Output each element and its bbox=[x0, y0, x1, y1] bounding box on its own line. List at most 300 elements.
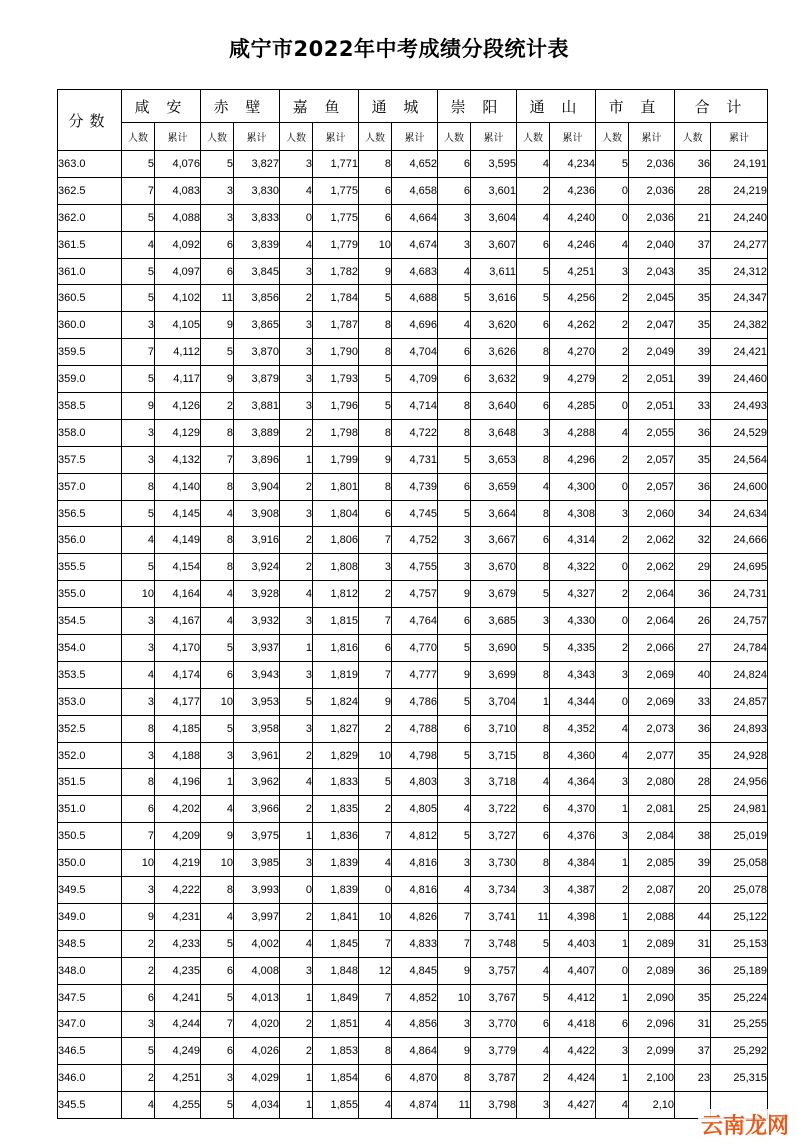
cumulative-cell: 3,734 bbox=[471, 877, 517, 904]
count-cell: 3 bbox=[596, 769, 629, 796]
count-cell: 34 bbox=[675, 500, 711, 527]
count-cell: 5 bbox=[122, 151, 155, 178]
cumulative-cell: 2,090 bbox=[629, 984, 675, 1011]
cumulative-cell: 3,648 bbox=[471, 419, 517, 446]
cumulative-cell: 4,249 bbox=[155, 1038, 201, 1065]
cumulative-cell: 24,529 bbox=[711, 419, 768, 446]
cumulative-subheader: 累计 bbox=[155, 123, 201, 151]
cumulative-cell: 2,045 bbox=[629, 285, 675, 312]
cumulative-cell: 4,696 bbox=[392, 312, 438, 339]
count-cell: 9 bbox=[201, 312, 234, 339]
region-header: 市 直 bbox=[596, 90, 675, 123]
cumulative-cell: 4,816 bbox=[392, 850, 438, 877]
count-cell: 7 bbox=[201, 446, 234, 473]
cumulative-cell: 2,088 bbox=[629, 903, 675, 930]
count-cell: 0 bbox=[596, 393, 629, 420]
count-cell: 6 bbox=[438, 366, 471, 393]
score-cell: 361.5 bbox=[58, 231, 122, 258]
count-cell: 3 bbox=[359, 554, 392, 581]
table-row bbox=[58, 608, 768, 635]
cumulative-cell: 4,314 bbox=[550, 527, 596, 554]
count-cell: 27 bbox=[675, 635, 711, 662]
count-cell: 7 bbox=[359, 984, 392, 1011]
count-cell: 3 bbox=[438, 527, 471, 554]
count-cell: 3 bbox=[280, 661, 313, 688]
count-cell: 9 bbox=[438, 581, 471, 608]
cumulative-cell: 3,653 bbox=[471, 446, 517, 473]
score-cell: 351.5 bbox=[58, 769, 122, 796]
count-cell: 2 bbox=[280, 473, 313, 500]
table-row bbox=[58, 1011, 768, 1038]
count-cell: 38 bbox=[675, 823, 711, 850]
count-cell: 5 bbox=[122, 500, 155, 527]
count-cell: 8 bbox=[517, 850, 550, 877]
cumulative-cell: 4,674 bbox=[392, 231, 438, 258]
cumulative-cell: 2,060 bbox=[629, 500, 675, 527]
score-cell: 358.0 bbox=[58, 419, 122, 446]
count-cell: 3 bbox=[438, 769, 471, 796]
count-cell: 2 bbox=[122, 957, 155, 984]
table-row bbox=[58, 446, 768, 473]
count-cell: 9 bbox=[359, 446, 392, 473]
cumulative-cell: 4,270 bbox=[550, 339, 596, 366]
table-row bbox=[58, 1092, 768, 1119]
count-cell: 2 bbox=[280, 796, 313, 823]
count-cell: 7 bbox=[122, 177, 155, 204]
count-cell: 3 bbox=[596, 661, 629, 688]
count-cell: 36 bbox=[675, 151, 711, 178]
count-cell: 5 bbox=[438, 285, 471, 312]
score-cell: 354.5 bbox=[58, 608, 122, 635]
count-cell: 4 bbox=[201, 903, 234, 930]
cumulative-cell: 24,600 bbox=[711, 473, 768, 500]
cumulative-cell: 2,057 bbox=[629, 446, 675, 473]
count-cell: 6 bbox=[122, 984, 155, 1011]
cumulative-cell: 4,202 bbox=[155, 796, 201, 823]
cumulative-cell: 4,845 bbox=[392, 957, 438, 984]
subheader-row bbox=[58, 123, 768, 151]
cumulative-cell: 3,924 bbox=[234, 554, 280, 581]
cumulative-cell: 4,709 bbox=[392, 366, 438, 393]
cumulative-cell: 4,026 bbox=[234, 1038, 280, 1065]
cumulative-cell: 24,981 bbox=[711, 796, 768, 823]
cumulative-cell: 4,683 bbox=[392, 258, 438, 285]
count-cell: 5 bbox=[122, 285, 155, 312]
count-cell: 5 bbox=[201, 1092, 234, 1119]
count-cell: 3 bbox=[280, 957, 313, 984]
count-cell: 9 bbox=[438, 1038, 471, 1065]
count-cell: 3 bbox=[517, 608, 550, 635]
cumulative-cell: 1,855 bbox=[313, 1092, 359, 1119]
table-row bbox=[58, 742, 768, 769]
count-cell: 4 bbox=[359, 1092, 392, 1119]
cumulative-cell: 4,222 bbox=[155, 877, 201, 904]
score-cell: 355.0 bbox=[58, 581, 122, 608]
table-row bbox=[58, 258, 768, 285]
score-cell: 357.5 bbox=[58, 446, 122, 473]
cumulative-cell: 3,827 bbox=[234, 151, 280, 178]
table-row bbox=[58, 419, 768, 446]
cumulative-cell: 4,322 bbox=[550, 554, 596, 581]
cumulative-cell: 4,177 bbox=[155, 688, 201, 715]
cumulative-cell: 4,240 bbox=[550, 204, 596, 231]
cumulative-cell: 1,819 bbox=[313, 661, 359, 688]
cumulative-cell: 2,087 bbox=[629, 877, 675, 904]
count-cell: 10 bbox=[438, 984, 471, 1011]
count-cell: 6 bbox=[517, 1011, 550, 1038]
cumulative-cell: 4,105 bbox=[155, 312, 201, 339]
count-cell: 6 bbox=[517, 393, 550, 420]
count-cell: 8 bbox=[438, 419, 471, 446]
region-header: 通 城 bbox=[359, 90, 438, 123]
cumulative-cell: 4,664 bbox=[392, 204, 438, 231]
count-cell: 2 bbox=[596, 312, 629, 339]
count-cell: 6 bbox=[596, 1011, 629, 1038]
cumulative-cell: 4,241 bbox=[155, 984, 201, 1011]
count-cell: 5 bbox=[122, 204, 155, 231]
score-cell: 348.0 bbox=[58, 957, 122, 984]
region-header: 嘉 鱼 bbox=[280, 90, 359, 123]
count-subheader: 人数 bbox=[122, 123, 155, 151]
count-cell: 6 bbox=[438, 715, 471, 742]
count-cell: 2 bbox=[280, 1011, 313, 1038]
score-cell: 352.0 bbox=[58, 742, 122, 769]
cumulative-cell: 4,262 bbox=[550, 312, 596, 339]
count-cell: 10 bbox=[122, 581, 155, 608]
count-cell: 4 bbox=[596, 419, 629, 446]
count-cell: 23 bbox=[675, 1065, 711, 1092]
cumulative-cell: 4,344 bbox=[550, 688, 596, 715]
count-cell: 8 bbox=[122, 473, 155, 500]
cumulative-cell: 3,870 bbox=[234, 339, 280, 366]
cumulative-cell: 4,251 bbox=[550, 258, 596, 285]
count-cell: 5 bbox=[438, 823, 471, 850]
count-cell: 3 bbox=[122, 1011, 155, 1038]
cumulative-cell: 3,928 bbox=[234, 581, 280, 608]
cumulative-cell: 3,601 bbox=[471, 177, 517, 204]
cumulative-cell: 3,722 bbox=[471, 796, 517, 823]
count-cell: 3 bbox=[280, 393, 313, 420]
count-cell: 33 bbox=[675, 393, 711, 420]
cumulative-cell: 3,611 bbox=[471, 258, 517, 285]
count-cell: 3 bbox=[201, 204, 234, 231]
count-cell: 8 bbox=[201, 877, 234, 904]
count-cell: 40 bbox=[675, 661, 711, 688]
cumulative-cell: 4,412 bbox=[550, 984, 596, 1011]
cumulative-cell: 3,993 bbox=[234, 877, 280, 904]
count-cell: 6 bbox=[201, 661, 234, 688]
cumulative-cell: 4,398 bbox=[550, 903, 596, 930]
count-cell: 4 bbox=[596, 1092, 629, 1119]
count-cell: 3 bbox=[280, 608, 313, 635]
cumulative-cell: 2,043 bbox=[629, 258, 675, 285]
cumulative-cell: 4,256 bbox=[550, 285, 596, 312]
cumulative-cell: 2,049 bbox=[629, 339, 675, 366]
count-cell: 8 bbox=[201, 473, 234, 500]
score-cell: 349.0 bbox=[58, 903, 122, 930]
count-cell: 7 bbox=[122, 339, 155, 366]
count-cell: 4 bbox=[280, 581, 313, 608]
count-cell: 5 bbox=[359, 285, 392, 312]
count-cell: 0 bbox=[596, 177, 629, 204]
cumulative-cell: 4,652 bbox=[392, 151, 438, 178]
cumulative-cell: 1,848 bbox=[313, 957, 359, 984]
cumulative-subheader: 累计 bbox=[550, 123, 596, 151]
cumulative-cell: 3,667 bbox=[471, 527, 517, 554]
count-cell: 11 bbox=[438, 1092, 471, 1119]
count-cell: 0 bbox=[596, 554, 629, 581]
cumulative-cell: 3,595 bbox=[471, 151, 517, 178]
count-cell: 1 bbox=[280, 635, 313, 662]
cumulative-cell: 1,787 bbox=[313, 312, 359, 339]
cumulative-cell: 2,055 bbox=[629, 419, 675, 446]
count-cell: 6 bbox=[517, 312, 550, 339]
count-subheader: 人数 bbox=[359, 123, 392, 151]
region-header: 崇 阳 bbox=[438, 90, 517, 123]
cumulative-cell: 25,255 bbox=[711, 1011, 768, 1038]
count-cell: 4 bbox=[201, 581, 234, 608]
cumulative-cell: 24,824 bbox=[711, 661, 768, 688]
cumulative-cell: 3,932 bbox=[234, 608, 280, 635]
table-body bbox=[58, 151, 768, 1119]
cumulative-cell: 4,739 bbox=[392, 473, 438, 500]
count-cell: 2 bbox=[596, 635, 629, 662]
count-cell: 10 bbox=[122, 850, 155, 877]
cumulative-cell: 4,092 bbox=[155, 231, 201, 258]
cumulative-cell: 3,787 bbox=[471, 1065, 517, 1092]
score-table bbox=[57, 89, 768, 1119]
cumulative-subheader: 累计 bbox=[313, 123, 359, 151]
cumulative-cell: 2,051 bbox=[629, 393, 675, 420]
count-cell: 1 bbox=[280, 1092, 313, 1119]
cumulative-cell: 4,856 bbox=[392, 1011, 438, 1038]
count-cell: 1 bbox=[596, 796, 629, 823]
cumulative-cell: 24,784 bbox=[711, 635, 768, 662]
count-cell: 10 bbox=[359, 903, 392, 930]
score-cell: 346.0 bbox=[58, 1065, 122, 1092]
count-cell: 3 bbox=[122, 742, 155, 769]
count-cell: 3 bbox=[280, 151, 313, 178]
cumulative-cell: 3,845 bbox=[234, 258, 280, 285]
count-cell: 5 bbox=[359, 393, 392, 420]
cumulative-cell: 1,796 bbox=[313, 393, 359, 420]
cumulative-cell: 1,801 bbox=[313, 473, 359, 500]
cumulative-cell: 4,764 bbox=[392, 608, 438, 635]
cumulative-cell: 3,659 bbox=[471, 473, 517, 500]
cumulative-cell: 4,154 bbox=[155, 554, 201, 581]
cumulative-cell: 4,422 bbox=[550, 1038, 596, 1065]
cumulative-cell: 4,185 bbox=[155, 715, 201, 742]
cumulative-cell: 4,219 bbox=[155, 850, 201, 877]
count-cell: 0 bbox=[280, 877, 313, 904]
cumulative-cell: 4,704 bbox=[392, 339, 438, 366]
count-cell: 36 bbox=[675, 581, 711, 608]
cumulative-cell: 4,244 bbox=[155, 1011, 201, 1038]
cumulative-cell: 3,607 bbox=[471, 231, 517, 258]
count-cell: 5 bbox=[438, 635, 471, 662]
table-row bbox=[58, 1038, 768, 1065]
table-row bbox=[58, 473, 768, 500]
count-cell: 6 bbox=[438, 177, 471, 204]
count-cell: 8 bbox=[517, 554, 550, 581]
count-cell: 5 bbox=[201, 151, 234, 178]
cumulative-cell: 4,209 bbox=[155, 823, 201, 850]
cumulative-cell: 1,784 bbox=[313, 285, 359, 312]
cumulative-cell: 4,097 bbox=[155, 258, 201, 285]
cumulative-cell: 2,085 bbox=[629, 850, 675, 877]
cumulative-cell: 24,757 bbox=[711, 608, 768, 635]
count-cell: 9 bbox=[122, 903, 155, 930]
cumulative-cell: 2,036 bbox=[629, 151, 675, 178]
count-cell: 7 bbox=[359, 527, 392, 554]
count-cell: 5 bbox=[438, 500, 471, 527]
count-cell: 3 bbox=[122, 877, 155, 904]
count-cell: 4 bbox=[517, 957, 550, 984]
table-row bbox=[58, 903, 768, 930]
count-cell: 5 bbox=[517, 635, 550, 662]
count-subheader: 人数 bbox=[280, 123, 313, 151]
score-cell: 353.5 bbox=[58, 661, 122, 688]
count-cell: 2 bbox=[280, 527, 313, 554]
count-cell: 6 bbox=[122, 796, 155, 823]
count-cell: 2 bbox=[359, 796, 392, 823]
count-cell: 2 bbox=[359, 715, 392, 742]
cumulative-cell: 1,854 bbox=[313, 1065, 359, 1092]
cumulative-cell: 3,916 bbox=[234, 527, 280, 554]
cumulative-cell: 4,352 bbox=[550, 715, 596, 742]
count-cell: 1 bbox=[596, 1065, 629, 1092]
count-cell: 9 bbox=[517, 366, 550, 393]
score-cell: 359.5 bbox=[58, 339, 122, 366]
region-header-row bbox=[58, 90, 768, 123]
count-cell: 5 bbox=[122, 258, 155, 285]
cumulative-cell: 4,145 bbox=[155, 500, 201, 527]
cumulative-cell: 24,347 bbox=[711, 285, 768, 312]
cumulative-cell: 1,790 bbox=[313, 339, 359, 366]
cumulative-cell: 1,779 bbox=[313, 231, 359, 258]
cumulative-cell: 3,839 bbox=[234, 231, 280, 258]
count-cell: 3 bbox=[122, 312, 155, 339]
count-cell: 3 bbox=[596, 1038, 629, 1065]
cumulative-cell: 25,153 bbox=[711, 930, 768, 957]
count-cell: 2 bbox=[201, 393, 234, 420]
count-cell: 4 bbox=[359, 1011, 392, 1038]
count-cell: 2 bbox=[517, 177, 550, 204]
score-cell: 356.5 bbox=[58, 500, 122, 527]
count-cell: 26 bbox=[675, 608, 711, 635]
cumulative-cell: 3,943 bbox=[234, 661, 280, 688]
cumulative-cell: 3,632 bbox=[471, 366, 517, 393]
cumulative-cell: 24,695 bbox=[711, 554, 768, 581]
count-cell: 4 bbox=[438, 258, 471, 285]
score-cell: 348.5 bbox=[58, 930, 122, 957]
cumulative-cell: 1,806 bbox=[313, 527, 359, 554]
count-cell: 35 bbox=[675, 984, 711, 1011]
cumulative-cell: 2,077 bbox=[629, 742, 675, 769]
count-cell: 5 bbox=[122, 1038, 155, 1065]
cumulative-cell: 2,036 bbox=[629, 204, 675, 231]
count-cell: 2 bbox=[517, 1065, 550, 1092]
count-cell: 5 bbox=[517, 285, 550, 312]
count-cell: 8 bbox=[359, 419, 392, 446]
cumulative-cell: 4,803 bbox=[392, 769, 438, 796]
count-cell: 4 bbox=[517, 1038, 550, 1065]
count-cell: 3 bbox=[438, 850, 471, 877]
cumulative-cell: 3,727 bbox=[471, 823, 517, 850]
cumulative-cell: 1,782 bbox=[313, 258, 359, 285]
count-cell: 1 bbox=[596, 903, 629, 930]
cumulative-cell: 3,798 bbox=[471, 1092, 517, 1119]
count-cell: 36 bbox=[675, 957, 711, 984]
count-cell: 37 bbox=[675, 231, 711, 258]
cumulative-cell: 3,730 bbox=[471, 850, 517, 877]
cumulative-cell: 24,382 bbox=[711, 312, 768, 339]
count-cell: 10 bbox=[201, 688, 234, 715]
cumulative-cell: 4,188 bbox=[155, 742, 201, 769]
count-cell: 4 bbox=[438, 877, 471, 904]
cumulative-cell: 3,904 bbox=[234, 473, 280, 500]
cumulative-cell: 4,384 bbox=[550, 850, 596, 877]
cumulative-cell: 1,824 bbox=[313, 688, 359, 715]
score-cell: 349.5 bbox=[58, 877, 122, 904]
cumulative-cell: 4,752 bbox=[392, 527, 438, 554]
count-cell: 8 bbox=[517, 339, 550, 366]
cumulative-cell: 3,704 bbox=[471, 688, 517, 715]
cumulative-cell: 3,741 bbox=[471, 903, 517, 930]
count-cell: 21 bbox=[675, 204, 711, 231]
cumulative-cell: 4,029 bbox=[234, 1065, 280, 1092]
cumulative-cell: 1,836 bbox=[313, 823, 359, 850]
count-cell: 2 bbox=[596, 339, 629, 366]
cumulative-cell: 3,961 bbox=[234, 742, 280, 769]
count-cell: 3 bbox=[122, 635, 155, 662]
score-cell: 361.0 bbox=[58, 258, 122, 285]
count-cell: 5 bbox=[201, 984, 234, 1011]
cumulative-cell: 24,956 bbox=[711, 769, 768, 796]
cumulative-cell: 1,853 bbox=[313, 1038, 359, 1065]
cumulative-cell: 1,793 bbox=[313, 366, 359, 393]
count-cell: 3 bbox=[280, 850, 313, 877]
count-cell: 37 bbox=[675, 1038, 711, 1065]
cumulative-cell: 4,102 bbox=[155, 285, 201, 312]
cumulative-cell: 3,718 bbox=[471, 769, 517, 796]
cumulative-cell: 24,493 bbox=[711, 393, 768, 420]
score-cell: 355.5 bbox=[58, 554, 122, 581]
count-cell: 1 bbox=[280, 1065, 313, 1092]
cumulative-cell: 4,798 bbox=[392, 742, 438, 769]
table-row bbox=[58, 877, 768, 904]
cumulative-cell: 2,069 bbox=[629, 661, 675, 688]
cumulative-cell: 24,857 bbox=[711, 688, 768, 715]
table-row bbox=[58, 635, 768, 662]
table-row bbox=[58, 500, 768, 527]
count-cell: 8 bbox=[517, 661, 550, 688]
cumulative-cell: 1,771 bbox=[313, 151, 359, 178]
count-cell: 6 bbox=[517, 796, 550, 823]
count-subheader: 人数 bbox=[517, 123, 550, 151]
cumulative-cell: 4,688 bbox=[392, 285, 438, 312]
cumulative-cell: 4,013 bbox=[234, 984, 280, 1011]
count-cell: 35 bbox=[675, 258, 711, 285]
table-row bbox=[58, 661, 768, 688]
cumulative-cell: 3,958 bbox=[234, 715, 280, 742]
cumulative-cell: 2,040 bbox=[629, 231, 675, 258]
cumulative-cell: 4,427 bbox=[550, 1092, 596, 1119]
table-row bbox=[58, 823, 768, 850]
count-cell: 3 bbox=[201, 177, 234, 204]
cumulative-cell: 1,849 bbox=[313, 984, 359, 1011]
cumulative-cell: 24,634 bbox=[711, 500, 768, 527]
